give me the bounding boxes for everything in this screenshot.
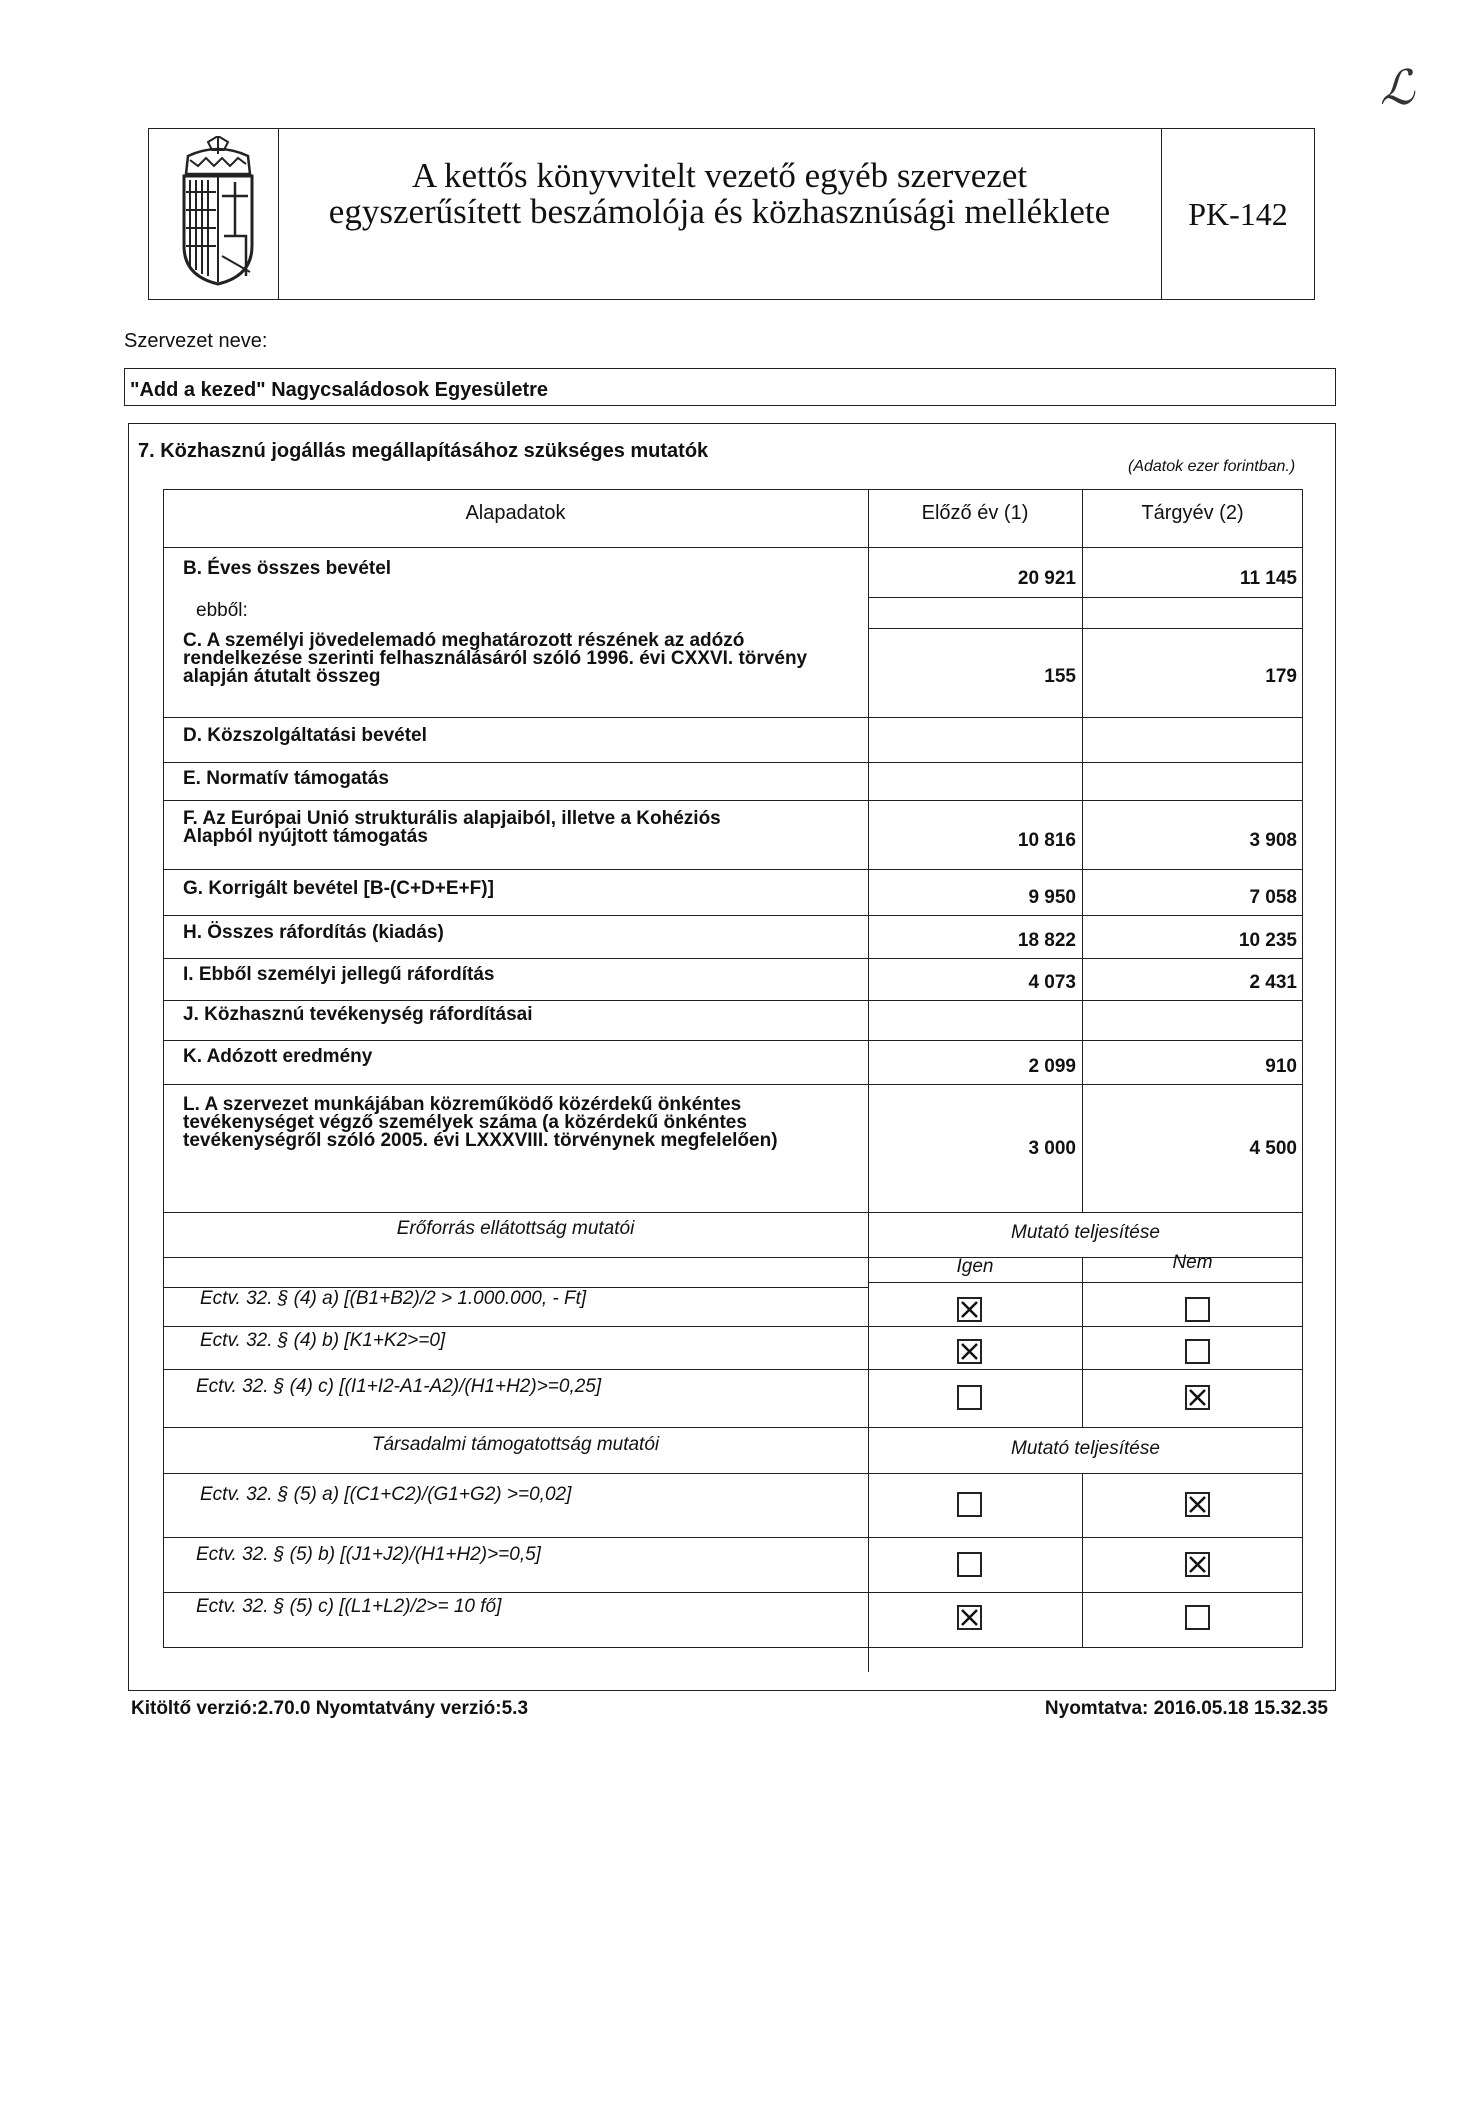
social-header: Társadalmi támogatottság mutatói bbox=[371, 1434, 660, 1455]
resource-row2-yes-checkbox[interactable] bbox=[957, 1339, 982, 1364]
row-b-label: B. Éves összes bevétel bbox=[183, 558, 392, 579]
social-row2-no-checkbox[interactable] bbox=[1185, 1552, 1210, 1577]
resource-row1-yes-checkbox[interactable] bbox=[957, 1297, 982, 1322]
row-k-prev: 2 099 bbox=[1028, 1056, 1076, 1077]
form-title-line1: A kettős könyvvitelt vezető egyéb szervezet bbox=[411, 156, 1028, 195]
handwritten-mark: ℒ bbox=[1380, 62, 1415, 115]
no-header: Nem bbox=[1172, 1252, 1213, 1273]
row-h-prev: 18 822 bbox=[1017, 930, 1076, 951]
row-c-label: C. A személyi jövedelemadó meghatározott részének az adózó rendelkezése szerinti felhasználásáról szóló 1996. évi CXXVI. törvény alapján átutalt összeg bbox=[183, 630, 808, 687]
form-title bbox=[278, 158, 1161, 230]
row-i-curr: 2 431 bbox=[1249, 972, 1297, 993]
social-row3-no-checkbox[interactable] bbox=[1185, 1605, 1210, 1630]
social-row3-yes-checkbox[interactable] bbox=[957, 1605, 982, 1630]
header-current-year: Tárgyév (2) bbox=[1141, 502, 1244, 524]
header-prev-year: Előző év (1) bbox=[921, 502, 1029, 524]
social-row-label: Ectv. 32. § (5) a) [(C1+C2)/(G1+G2) >=0,02] bbox=[200, 1484, 572, 1505]
form-title-line2: egyszerűsített beszámolója és közhasznúsági melléklete bbox=[328, 192, 1111, 231]
row-d-label: D. Közszolgáltatási bevétel bbox=[183, 725, 427, 746]
footer-printed: Nyomtatva: 2016.05.18 15.32.35 bbox=[1044, 1698, 1328, 1719]
row-f-prev: 10 816 bbox=[1017, 830, 1076, 851]
resource-row3-yes-checkbox[interactable] bbox=[957, 1385, 982, 1410]
unit-note: (Adatok ezer forintban.) bbox=[1128, 458, 1296, 475]
row-f-label: F. Az Európai Unió strukturális alapjaiból, illetve a Kohéziós Alapból nyújtott támogatás bbox=[183, 808, 721, 847]
resource-row3-no-checkbox[interactable] bbox=[1185, 1385, 1210, 1410]
row-g-prev: 9 950 bbox=[1028, 887, 1076, 908]
social-row1-yes-checkbox[interactable] bbox=[957, 1492, 982, 1517]
row-g-label: G. Korrigált bevétel [B-(C+D+E+F)] bbox=[183, 878, 494, 899]
coat-of-arms-logo bbox=[178, 136, 258, 286]
row-l-curr: 4 500 bbox=[1249, 1138, 1297, 1159]
resource-row-label: Ectv. 32. § (4) c) [(I1+I2-A1-A2)/(H1+H2)>=0,25] bbox=[196, 1376, 602, 1397]
row-f-curr: 3 908 bbox=[1249, 830, 1297, 851]
row-b-curr: 11 145 bbox=[1239, 568, 1297, 589]
social-row2-yes-checkbox[interactable] bbox=[957, 1552, 982, 1577]
resource-row-label: Ectv. 32. § (4) a) [(B1+B2)/2 > 1.000.000, - Ft] bbox=[200, 1288, 587, 1309]
row-b-prev: 20 921 bbox=[1017, 568, 1076, 589]
row-k-label: K. Adózott eredmény bbox=[183, 1046, 373, 1067]
social-fulfil-header: Mutató teljesítése bbox=[1011, 1438, 1160, 1459]
row-e-label: E. Normatív támogatás bbox=[183, 768, 389, 789]
row-i-label: I. Ebből személyi jellegű ráfordítás bbox=[183, 964, 495, 985]
row-h-label: H. Összes ráfordítás (kiadás) bbox=[183, 922, 444, 943]
section-title: 7. Közhasznú jogállás megállapításához szükséges mutatók bbox=[138, 440, 709, 462]
row-i-prev: 4 073 bbox=[1028, 972, 1076, 993]
form-code: PK-142 bbox=[1188, 196, 1288, 232]
organization-name: "Add a kezed" Nagycsaládosok Egyesületre bbox=[130, 379, 549, 401]
row-ebbol-label: ebből: bbox=[196, 600, 248, 621]
row-c-curr: 179 bbox=[1265, 666, 1297, 687]
social-row1-no-checkbox[interactable] bbox=[1185, 1492, 1210, 1517]
yes-header: Igen bbox=[956, 1256, 994, 1277]
row-g-curr: 7 058 bbox=[1249, 887, 1297, 908]
row-k-curr: 910 bbox=[1265, 1056, 1297, 1077]
row-h-curr: 10 235 bbox=[1238, 930, 1297, 951]
row-j-label: J. Közhasznú tevékenység ráfordításai bbox=[183, 1004, 533, 1025]
organization-label: Szervezet neve: bbox=[124, 330, 268, 352]
row-l-label: L. A szervezet munkájában közreműködő közérdekű önkéntes tevékenységet végző személyek száma (a közérdekű önkéntes tevékenységről szóló 2005. évi LXXXVIII. törvénynek megfelelően) bbox=[183, 1094, 778, 1151]
header-basic: Alapadatok bbox=[465, 502, 566, 524]
indicator-table bbox=[163, 1212, 1303, 1648]
resource-header: Erőforrás ellátottság mutatói bbox=[396, 1218, 635, 1239]
footer-version: Kitöltő verzió:2.70.0 Nyomtatvány verzió:5.3 bbox=[131, 1698, 529, 1719]
social-row-label: Ectv. 32. § (5) c) [(L1+L2)/2>= 10 fő] bbox=[196, 1596, 502, 1617]
resource-fulfil-header: Mutató teljesítése bbox=[1011, 1222, 1160, 1243]
resource-row1-no-checkbox[interactable] bbox=[1185, 1297, 1210, 1322]
row-l-prev: 3 000 bbox=[1028, 1138, 1076, 1159]
resource-row2-no-checkbox[interactable] bbox=[1185, 1339, 1210, 1364]
social-row-label: Ectv. 32. § (5) b) [(J1+J2)/(H1+H2)>=0,5] bbox=[196, 1544, 541, 1565]
resource-row-label: Ectv. 32. § (4) b) [K1+K2>=0] bbox=[200, 1330, 446, 1351]
row-c-prev: 155 bbox=[1044, 666, 1076, 687]
